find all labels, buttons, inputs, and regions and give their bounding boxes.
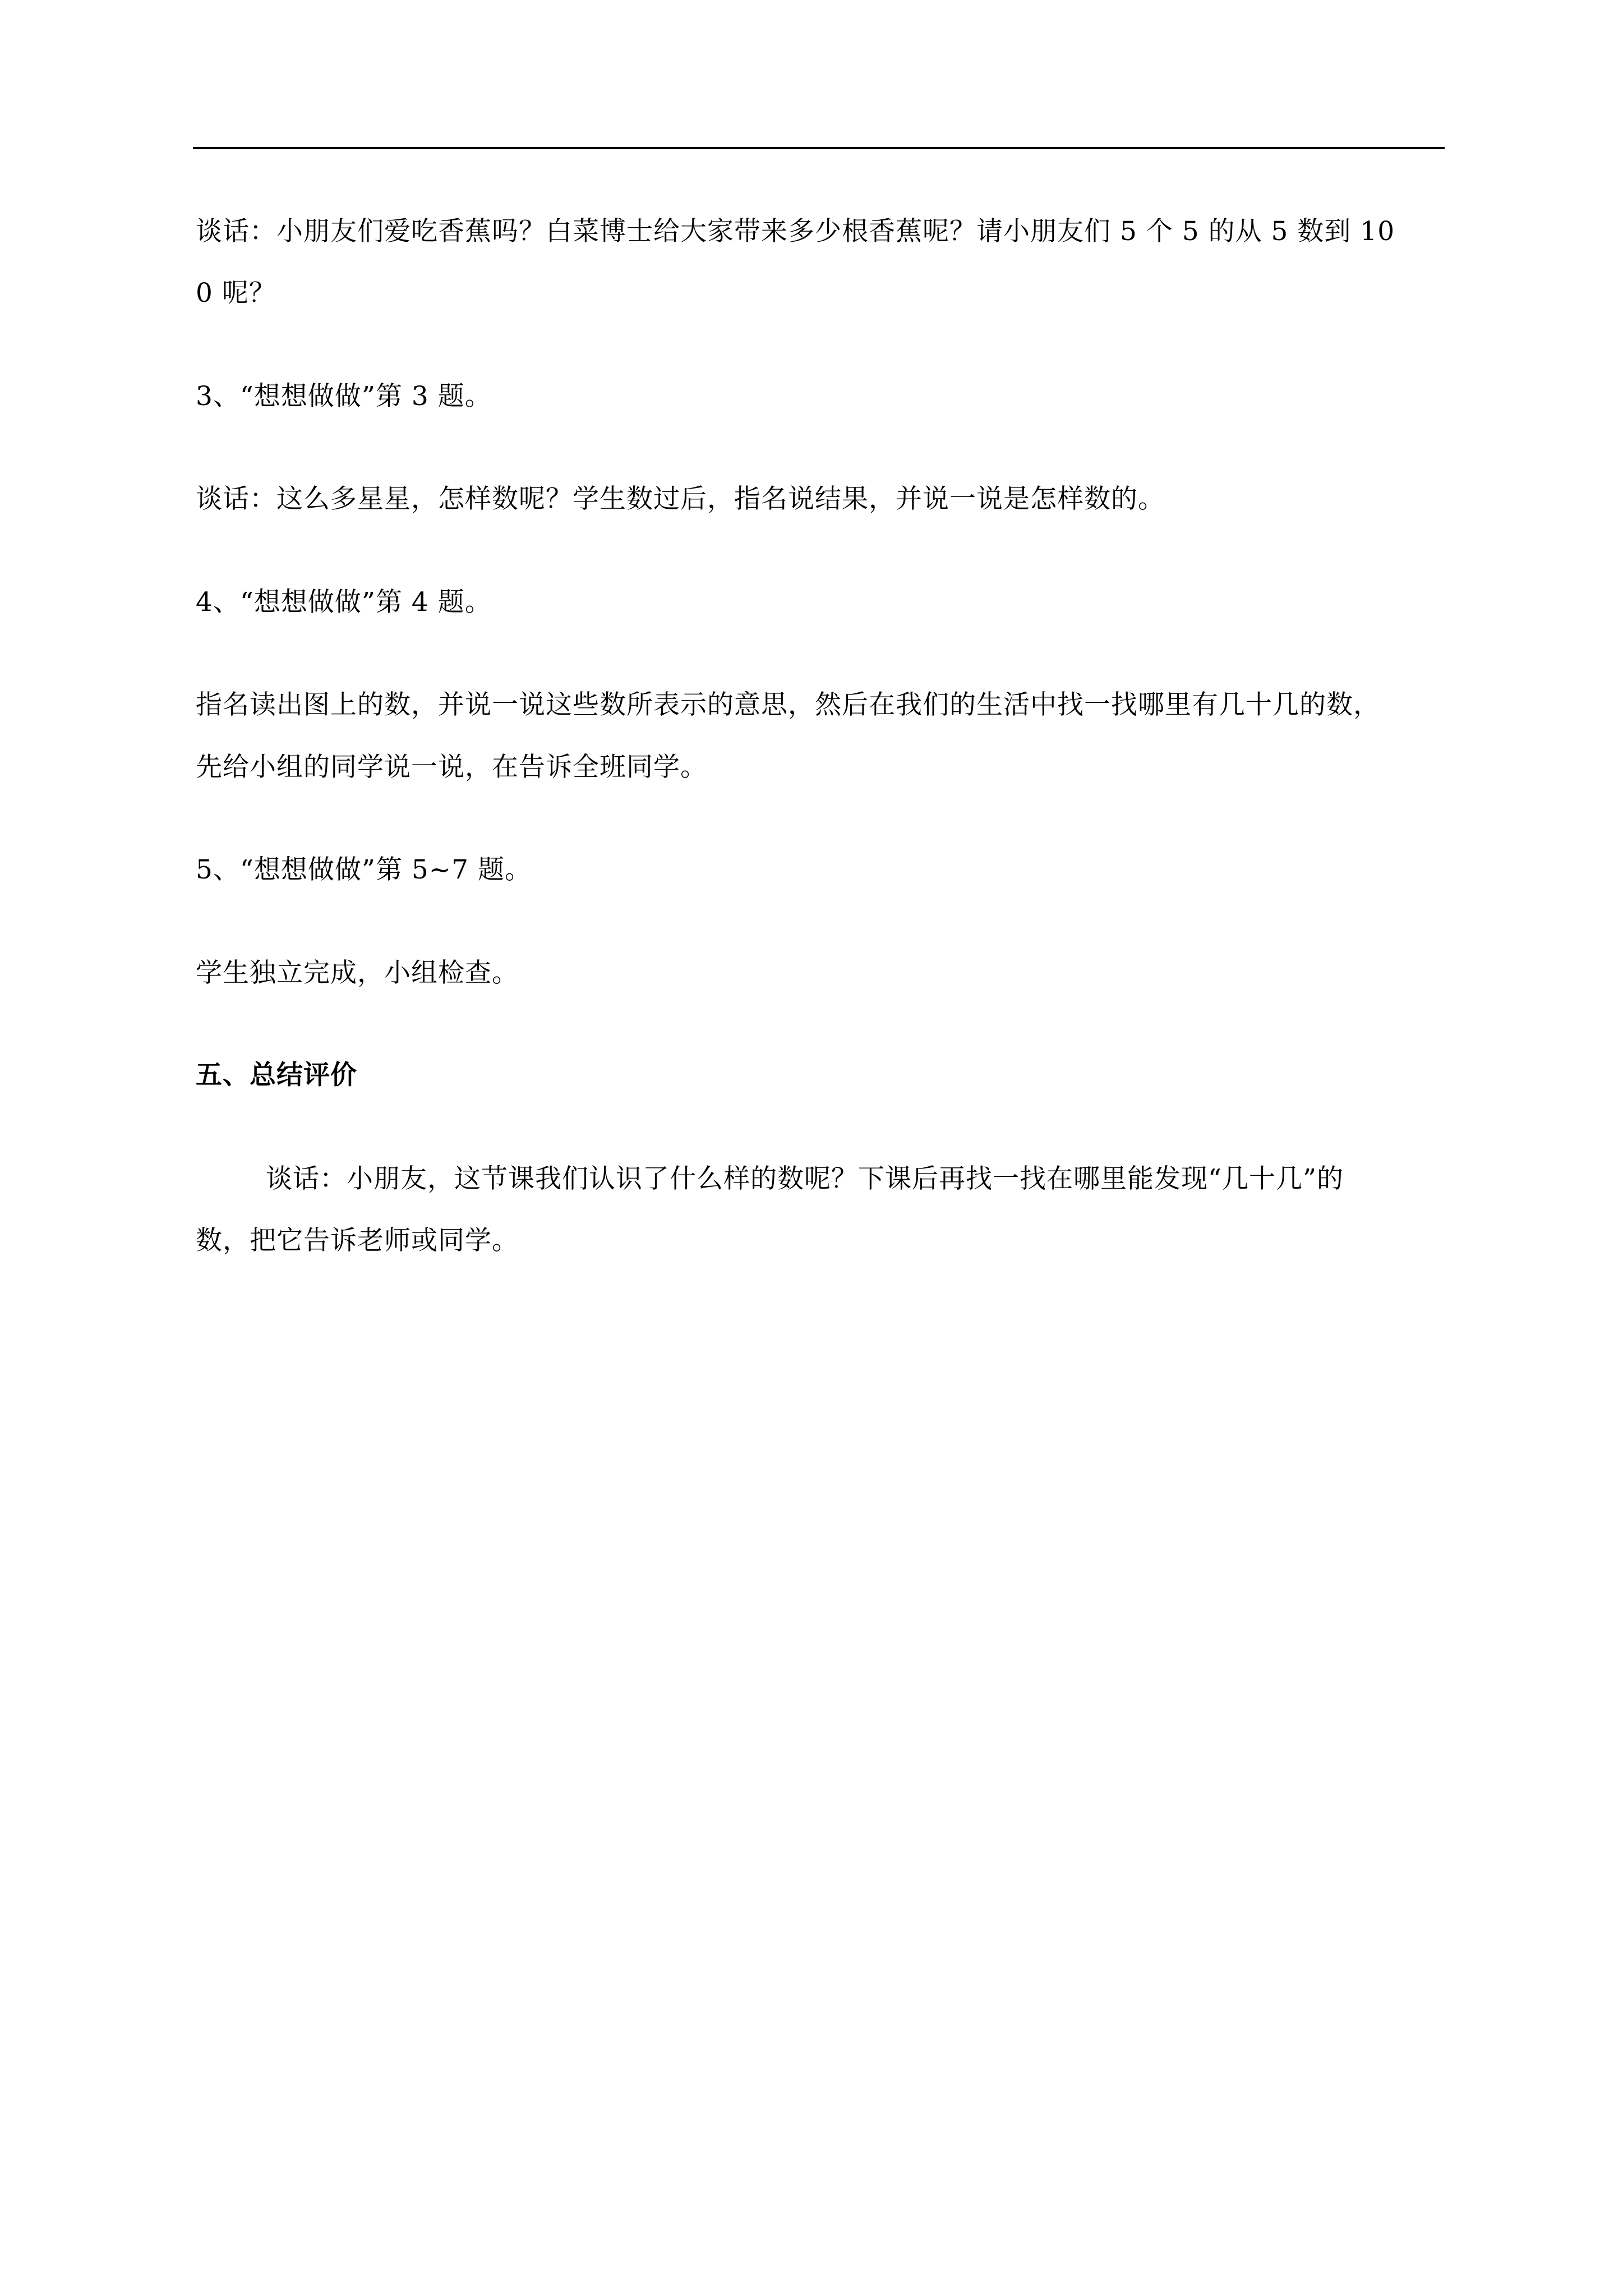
section-heading: 五、总结评价 — [196, 1060, 357, 1091]
paragraph-5-line-2: 先给小组的同学说一说，在告诉全班同学。 — [196, 752, 707, 783]
summary-line-2: 数，把它告诉老师或同学。 — [196, 1225, 519, 1256]
paragraph-1-line-2: 0 呢？ — [196, 278, 276, 309]
paragraph-7-line-1: 学生独立完成，小组检查。 — [196, 958, 519, 988]
header-rule — [193, 147, 1445, 149]
summary-line-1: 谈话：小朋友，这节课我们认识了什么样的数呢？下课后再找一找在哪里能发现“几十几”的 — [266, 1163, 1344, 1194]
paragraph-1-line-1: 谈话：小朋友们爱吃香蕉吗？白菜博士给大家带来多少根香蕉呢？请小朋友们 5 个 5 的从 5 数到 10 — [196, 216, 1395, 247]
paragraph-4-line-1: 4、“想想做做”第 4 题。 — [196, 587, 492, 618]
paragraph-6-line-1: 5、“想想做做”第 5~7 题。 — [196, 854, 532, 885]
paragraph-3-line-1: 谈话：这么多星星，怎样数呢？学生数过后，指名说结果，并说一说是怎样数的。 — [196, 484, 1165, 514]
paragraph-2-line-1: 3、“想想做做”第 3 题。 — [196, 381, 492, 412]
paragraph-5-line-1: 指名读出图上的数，并说一说这些数所表示的意思，然后在我们的生活中找一找哪里有几十几的数， — [196, 689, 1380, 720]
